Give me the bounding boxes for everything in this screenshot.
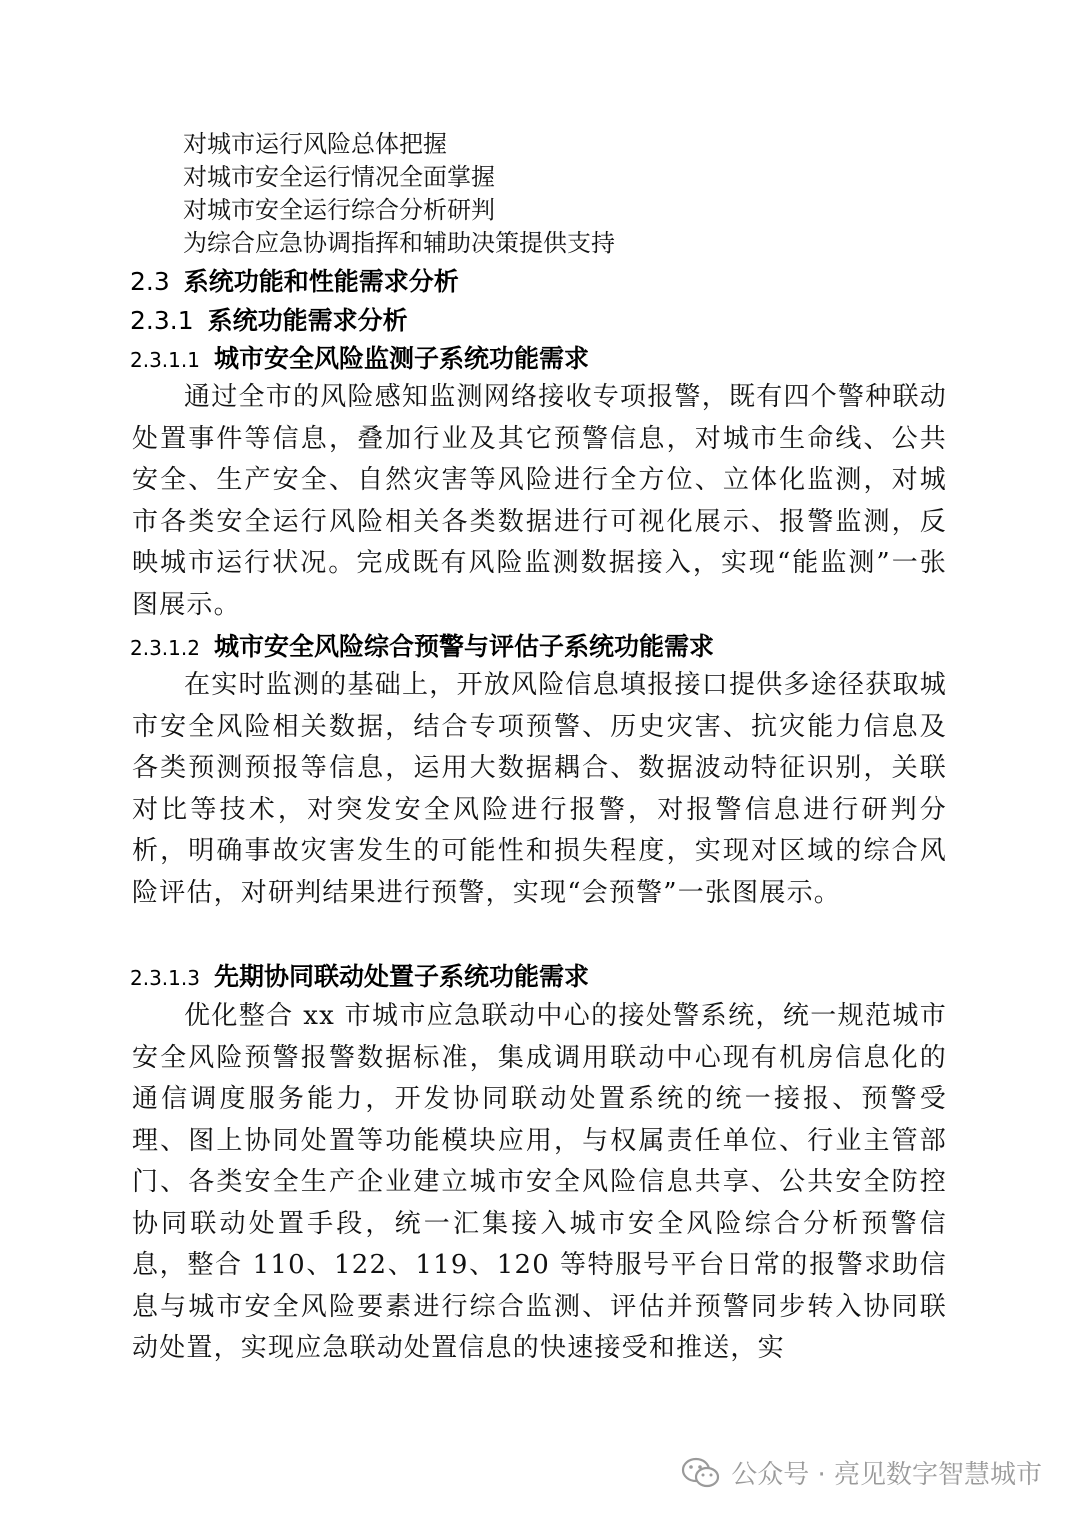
watermark-text: 公众号 · 亮见数字智慧城市 bbox=[731, 1460, 1042, 1490]
wechat-icon bbox=[681, 1457, 721, 1489]
paragraph-2-3-1-1: 通过全市的风险感知监测网络接收专项报警，既有四个警种联动处置事件等信息，叠加行业及其它预警信息，对城市生命线、公共安全、生产安全、自然灾害等风险进行全方位、立体化监测，对城市各类安全运行风险相关各类数据进行可视化展示、报警监测，反映城市运行状况。完成既有风险监测数据接入，实现“能监测”一张图展示。 bbox=[132, 382, 947, 620]
heading-number: 2.3 bbox=[130, 267, 170, 296]
heading-2-3-1-3 bbox=[130, 959, 589, 996]
heading-number: 2.3.1.3 bbox=[130, 966, 200, 990]
heading-title: 城市安全风险综合预警与评估子系统功能需求 bbox=[213, 632, 714, 661]
heading-number: 2.3.1.2 bbox=[130, 636, 200, 660]
heading-title: 先期协同联动处置子系统功能需求 bbox=[213, 962, 589, 991]
heading-title: 系统功能和性能需求分析 bbox=[183, 267, 459, 296]
heading-number: 2.3.1 bbox=[130, 306, 194, 335]
heading-number: 2.3.1.1 bbox=[130, 348, 200, 372]
heading-title: 城市安全风险监测子系统功能需求 bbox=[213, 344, 589, 373]
goal-list bbox=[183, 128, 615, 260]
heading-2-3-1-2 bbox=[130, 629, 714, 666]
paragraph-2-3-1-3: 优化整合 xx 市城市应急联动中心的接处警系统，统一规范城市安全风险预警报警数据标准，集成调用联动中心现有机房信息化的通信调度服务能力，开发协同联动处置系统的统一接报、预警受理、图上协同处置等功能模块应用，与权属责任单位、行业主管部门、各类安全生产企业建立城市安全风险信息共享、公共安全防控协同联动处置手段，统一汇集接入城市安全风险综合分析预警信息，整合 110、122、119、120 等特服号平台日常的报警求助信息与城市安全风险要素进行综合监测、评估并预警同步转入协同联动处置，实现应急联动处置信息的快速接受和推送，实 bbox=[132, 1001, 947, 1363]
heading-2-3-1 bbox=[130, 303, 408, 339]
watermark bbox=[681, 1454, 1042, 1491]
list-item: 对城市安全运行综合分析研判 bbox=[183, 196, 495, 224]
list-item: 为综合应急协调指挥和辅助决策提供支持 bbox=[183, 229, 615, 257]
list-item: 对城市安全运行情况全面掌握 bbox=[183, 163, 495, 191]
paragraph-2-3-1-2: 在实时监测的基础上，开放风险信息填报接口提供多途径获取城市安全风险相关数据，结合专项预警、历史灾害、抗灾能力信息及各类预测预报等信息，运用大数据耦合、数据波动特征识别，关联对比等技术，对突发安全风险进行报警，对报警信息进行研判分析，明确事故灾害发生的可能性和损失程度，实现对区域的综合风险评估，对研判结果进行预警，实现“会预警”一张图展示。 bbox=[132, 670, 947, 908]
list-item: 对城市运行风险总体把握 bbox=[183, 130, 447, 158]
heading-2-3 bbox=[130, 264, 459, 300]
heading-2-3-1-1 bbox=[130, 341, 589, 378]
heading-title: 系统功能需求分析 bbox=[207, 306, 408, 335]
